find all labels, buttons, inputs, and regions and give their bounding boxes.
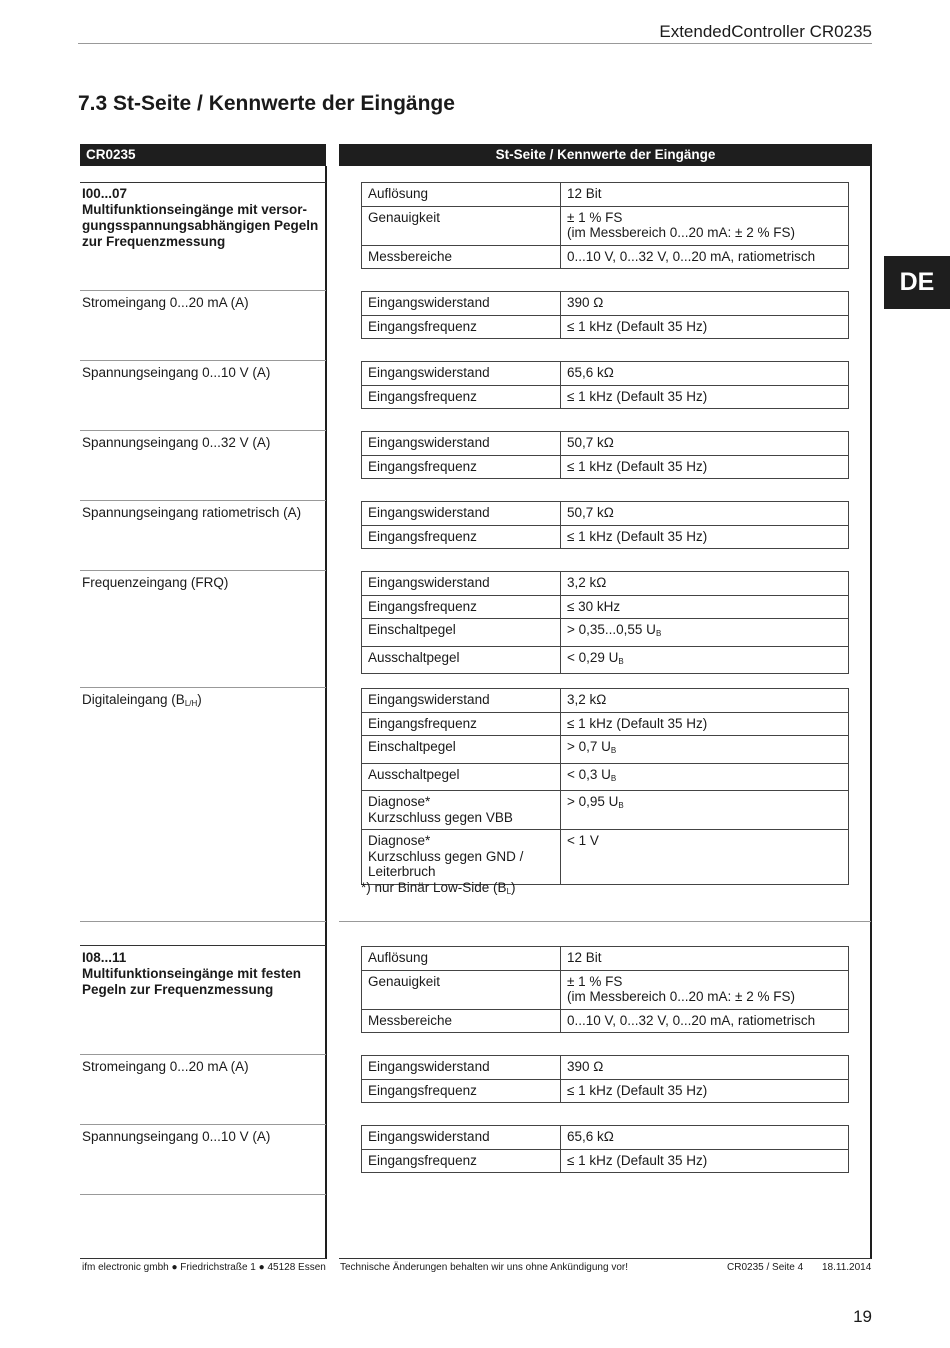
current-input-table	[361, 291, 849, 339]
table-row	[362, 572, 849, 596]
param-value: 0...10 V, 0...32 V, 0...20 mA, ratiometrisch	[561, 1009, 849, 1033]
table-row	[362, 1126, 849, 1150]
param-value: 390 Ω	[561, 292, 849, 316]
subscript: B	[618, 656, 624, 666]
right-column-border	[870, 166, 872, 1259]
group-separator	[339, 921, 871, 922]
table-row	[362, 525, 849, 549]
param-name: Ausschaltpegel	[362, 763, 561, 791]
param-name: Eingangswiderstand	[362, 432, 561, 456]
param-name: Eingangsfrequenz	[362, 595, 561, 619]
param-name: Genauigkeit	[362, 970, 561, 1009]
param-value: 65,6 kΩ	[561, 362, 849, 386]
param-value: ≤ 1 kHz (Default 35 Hz)	[561, 1079, 849, 1103]
param-value-text: < 0,3 U	[567, 766, 611, 782]
param-name-line3: Leiterbruch	[368, 864, 436, 879]
param-value	[561, 736, 849, 764]
row-separator	[80, 1054, 326, 1055]
ratiometric-input-table	[361, 501, 849, 549]
footnote-text: *) nur Binär Low-Side (B	[361, 880, 507, 895]
param-name: Messbereiche	[362, 245, 561, 269]
param-value: 50,7 kΩ	[561, 502, 849, 526]
table-header-right: St-Seite / Kennwerte der Eingänge	[339, 144, 872, 166]
param-name: Genauigkeit	[362, 206, 561, 245]
subscript: L/H	[184, 699, 198, 708]
param-value: ≤ 1 kHz (Default 35 Hz)	[561, 455, 849, 479]
param-value: < 1 V	[561, 830, 849, 885]
param-value-text: > 0,95 U	[567, 794, 619, 809]
table-row	[362, 791, 849, 830]
param-name-line1: Diagnose*	[368, 833, 431, 848]
subscript: B	[610, 773, 617, 783]
table-row	[362, 315, 849, 339]
param-name: Messbereiche	[362, 1009, 561, 1033]
digital-footnote	[361, 880, 516, 896]
param-value: 3,2 kΩ	[561, 689, 849, 713]
voltage10-input-table-2	[361, 1125, 849, 1173]
param-name: Eingangswiderstand	[362, 572, 561, 596]
param-name: Eingangswiderstand	[362, 1056, 561, 1080]
subscript: B	[655, 629, 662, 638]
param-value-line2: (im Messbereich 0...20 mA: ± 2 % FS)	[567, 989, 795, 1004]
current-input-label: Stromeingang 0...20 mA (A)	[82, 295, 249, 310]
group2-id: I08...11	[82, 950, 127, 965]
table-row	[362, 970, 849, 1009]
param-value: ≤ 1 kHz (Default 35 Hz)	[561, 525, 849, 549]
row-separator	[80, 1194, 326, 1195]
voltage32-input-label: Spannungseingang 0...32 V (A)	[82, 435, 271, 450]
row-separator	[80, 430, 326, 431]
param-value	[561, 763, 849, 791]
param-name-line2: Kurzschluss gegen GND /	[368, 848, 524, 864]
header-rule	[78, 43, 872, 44]
table-row	[362, 206, 849, 245]
param-value	[561, 970, 849, 1009]
voltage10-input-table	[361, 361, 849, 409]
param-value: 390 Ω	[561, 1056, 849, 1080]
digital-input-table	[361, 688, 849, 885]
param-value	[561, 646, 849, 674]
ratiometric-input-label: Spannungseingang ratiometrisch (A)	[82, 505, 302, 520]
param-name: Ausschaltpegel	[362, 646, 561, 674]
row-separator	[80, 570, 326, 571]
param-value-line1: ± 1 % FS	[567, 209, 623, 225]
row-separator	[80, 500, 326, 501]
param-value: ≤ 1 kHz (Default 35 Hz)	[561, 1149, 849, 1173]
table-row	[362, 712, 849, 736]
param-name: Eingangsfrequenz	[362, 1079, 561, 1103]
param-name	[362, 830, 561, 885]
param-value-text: > 0,7 U	[567, 739, 611, 754]
voltage10-input-label: Spannungseingang 0...10 V (A)	[82, 365, 271, 380]
param-name: Eingangswiderstand	[362, 292, 561, 316]
frequency-input-label: Frequenzeingang (FRQ)	[82, 575, 229, 590]
param-name: Eingangsfrequenz	[362, 385, 561, 409]
table-row	[362, 947, 849, 971]
table-row	[362, 245, 849, 269]
param-name: Auflösung	[362, 183, 561, 207]
footer-doc: CR0235 / Seite 4	[727, 1262, 804, 1273]
voltage32-input-table	[361, 431, 849, 479]
current-input-label-2: Stromeingang 0...20 mA (A)	[82, 1059, 249, 1074]
group1-desc-line1: Multifunktionseingänge mit versor-	[82, 202, 308, 217]
group1-desc-line2: gungsspannungsabhängigen Pegeln	[82, 218, 319, 233]
table-row	[362, 1056, 849, 1080]
row-separator	[80, 687, 326, 688]
param-name: Eingangswiderstand	[362, 502, 561, 526]
param-name: Eingangsfrequenz	[362, 525, 561, 549]
footnote-end: )	[511, 880, 516, 895]
row-separator	[80, 182, 326, 183]
param-value: 3,2 kΩ	[561, 572, 849, 596]
param-name: Eingangsfrequenz	[362, 1149, 561, 1173]
param-value	[561, 206, 849, 245]
digital-label-text: Digitaleingang (B	[82, 692, 185, 707]
group2-label	[82, 950, 301, 998]
group1-table	[361, 182, 849, 269]
table-row	[362, 830, 849, 885]
digital-label-end: )	[197, 692, 202, 707]
language-tab: DE	[884, 256, 950, 309]
param-value: ≤ 1 kHz (Default 35 Hz)	[561, 315, 849, 339]
group2-desc-line2: Pegeln zur Frequenzmessung	[82, 982, 274, 997]
group1-desc-line3: zur Frequenzmessung	[82, 234, 226, 249]
param-name-line1: Diagnose*	[368, 794, 431, 809]
subscript: B	[610, 746, 617, 755]
param-name: Eingangswiderstand	[362, 689, 561, 713]
table-row	[362, 619, 849, 647]
voltage10-input-label-2: Spannungseingang 0...10 V (A)	[82, 1129, 271, 1144]
table-header-left: CR0235	[80, 144, 326, 166]
param-name: Eingangswiderstand	[362, 362, 561, 386]
param-value: 12 Bit	[561, 947, 849, 971]
section-title: 7.3 St-Seite / Kennwerte der Eingänge	[78, 92, 455, 115]
footer-rule-left	[80, 1258, 326, 1259]
param-value: 0...10 V, 0...32 V, 0...20 mA, ratiometrisch	[561, 245, 849, 269]
param-name: Auflösung	[362, 947, 561, 971]
row-separator	[80, 290, 326, 291]
table-row	[362, 1009, 849, 1033]
table-row	[362, 736, 849, 764]
param-name: Einschaltpegel	[362, 736, 561, 764]
table-row	[362, 183, 849, 207]
row-separator	[80, 945, 326, 946]
param-value: ≤ 1 kHz (Default 35 Hz)	[561, 712, 849, 736]
table-row	[362, 432, 849, 456]
param-name-line2: Kurzschluss gegen VBB	[368, 809, 513, 825]
param-value	[561, 791, 849, 830]
param-name: Eingangsfrequenz	[362, 455, 561, 479]
param-value	[561, 619, 849, 647]
row-separator	[80, 1124, 326, 1125]
subscript: L	[506, 887, 512, 896]
table-row	[362, 1149, 849, 1173]
subscript: B	[618, 801, 624, 810]
digital-input-label	[82, 692, 202, 712]
footer-notice: Technische Änderungen behalten wir uns ohne Ankündigung vor!	[340, 1262, 628, 1273]
group1-label	[82, 186, 318, 250]
group2-desc-line1: Multifunktionseingänge mit festen	[82, 966, 302, 981]
page-number: 19	[853, 1307, 872, 1326]
table-row	[362, 763, 849, 791]
param-name: Eingangswiderstand	[362, 1126, 561, 1150]
param-value: 12 Bit	[561, 183, 849, 207]
group1-id: I00...07	[82, 186, 128, 201]
table-row	[362, 646, 849, 674]
footer-date: 18.11.2014	[822, 1262, 872, 1273]
footer-company: ifm electronic gmbh ● Friedrichstraße 1 ● 45128 Essen	[82, 1262, 326, 1273]
current-input-table-2	[361, 1055, 849, 1103]
running-header: ExtendedController CR0235	[659, 22, 872, 41]
param-value: ≤ 30 kHz	[561, 595, 849, 619]
table-row	[362, 595, 849, 619]
frequency-input-table	[361, 571, 849, 674]
param-value: 50,7 kΩ	[561, 432, 849, 456]
param-value: ≤ 1 kHz (Default 35 Hz)	[561, 385, 849, 409]
row-separator	[80, 360, 326, 361]
param-name: Einschaltpegel	[362, 619, 561, 647]
param-name: Eingangsfrequenz	[362, 315, 561, 339]
param-value: 65,6 kΩ	[561, 1126, 849, 1150]
row-separator	[80, 921, 326, 922]
param-name: Eingangsfrequenz	[362, 712, 561, 736]
param-value-text: < 0,29 U	[567, 649, 619, 665]
table-row	[362, 292, 849, 316]
param-value-text: > 0,35...0,55 U	[567, 622, 656, 637]
param-value-line1: ± 1 % FS	[567, 973, 623, 989]
group2-table	[361, 946, 849, 1033]
left-column-border	[325, 166, 327, 1259]
param-name	[362, 791, 561, 830]
table-row	[362, 385, 849, 409]
footer-rule-right	[339, 1258, 871, 1259]
param-value-line2: (im Messbereich 0...20 mA: ± 2 % FS)	[567, 225, 795, 240]
table-row	[362, 455, 849, 479]
table-row	[362, 689, 849, 713]
table-row	[362, 1079, 849, 1103]
table-row	[362, 362, 849, 386]
table-row	[362, 502, 849, 526]
